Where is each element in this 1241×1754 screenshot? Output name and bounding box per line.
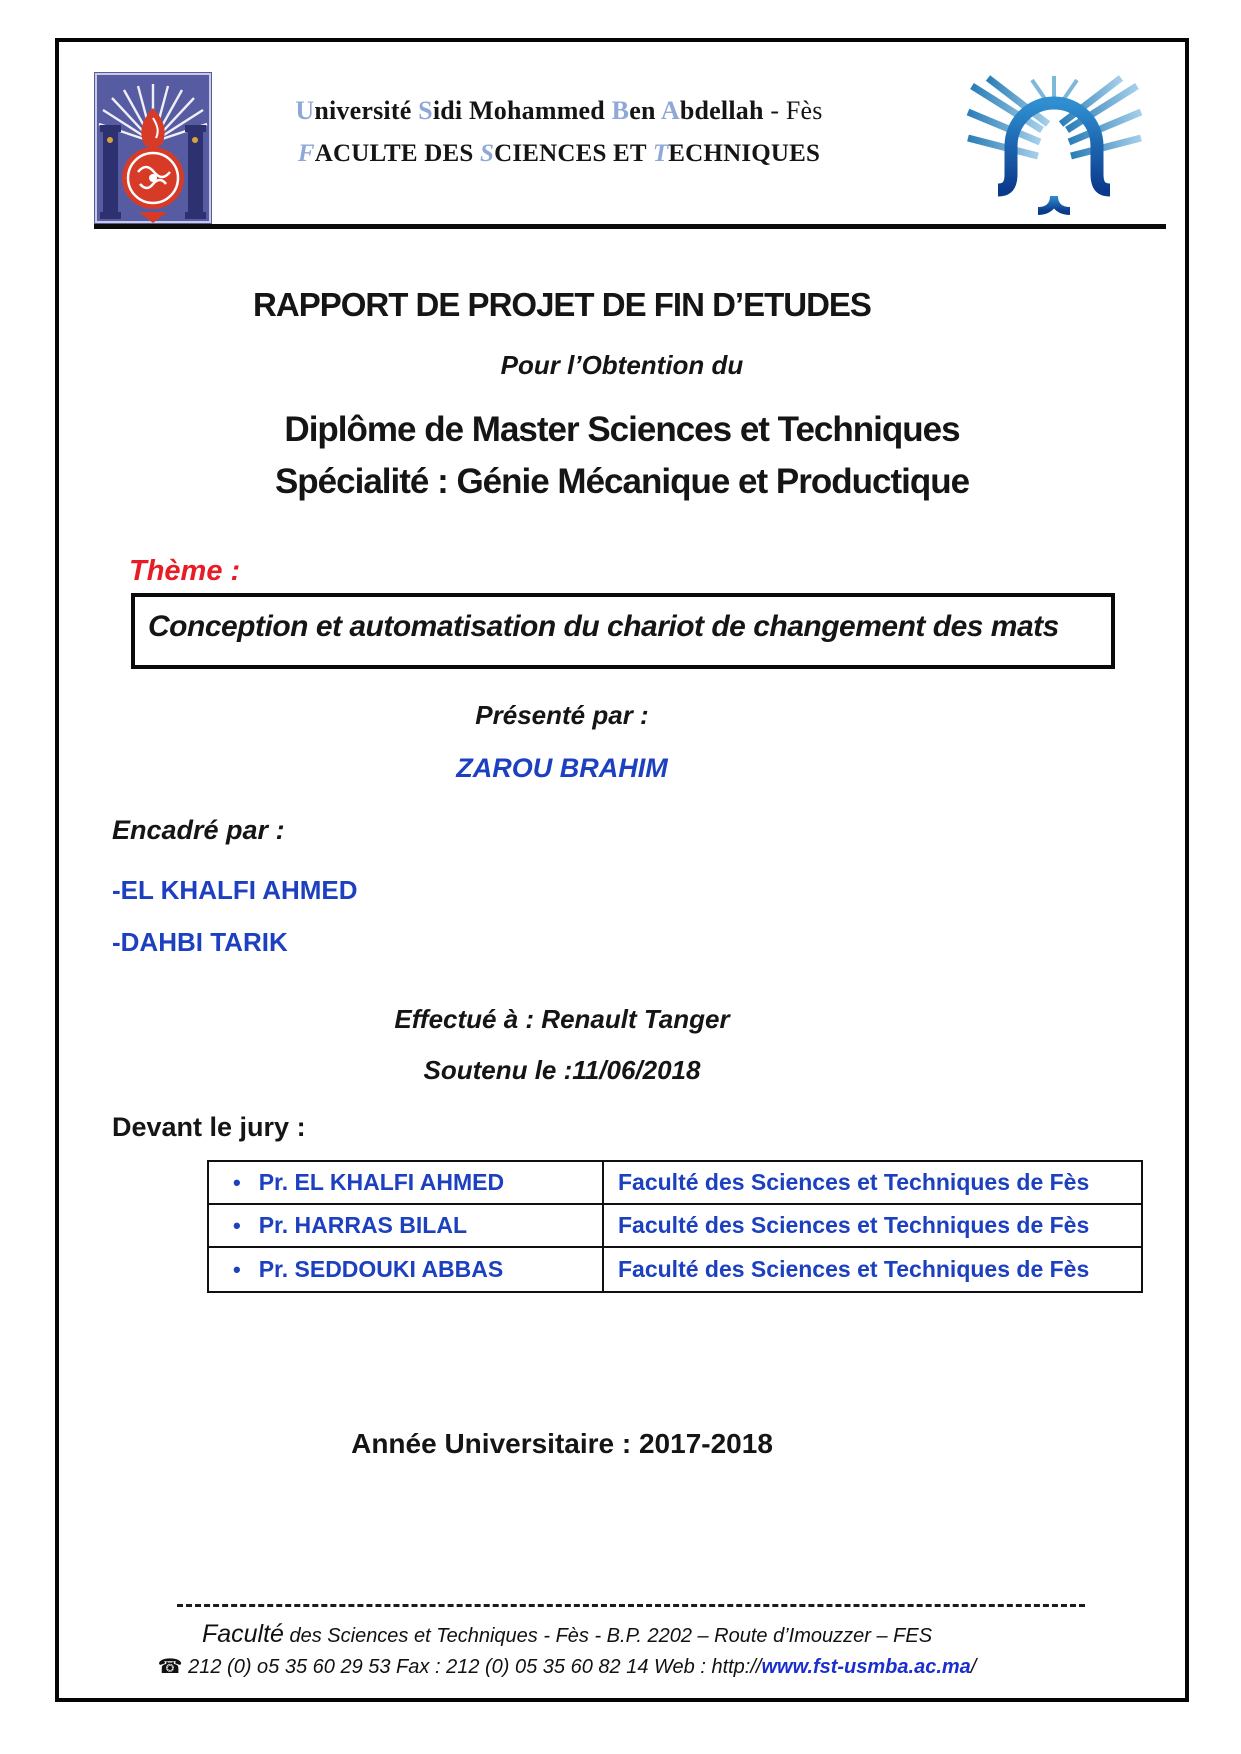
presented-by-label: Présenté par : — [475, 700, 649, 730]
theme-title-box — [131, 593, 1115, 669]
jury-row — [209, 1162, 1141, 1205]
bullet-icon: • — [233, 1169, 241, 1195]
jury-member-name: Pr. EL KHALFI AHMED — [258, 1169, 505, 1195]
jury-table — [207, 1160, 1143, 1293]
header-divider-rule — [94, 224, 1166, 229]
theme-label: Thème : — [129, 555, 241, 587]
supervisor-2: -DAHBI TARIK — [112, 927, 288, 957]
university-name-line: Université Sidi Mohammed Ben Abdellah - Fès — [295, 96, 823, 125]
obtention-subtitle: Pour l’Obtention du — [500, 350, 744, 380]
supervisor-1: -EL KHALFI AHMED — [112, 875, 358, 905]
jury-member-name: Pr. HARRAS BILAL — [258, 1212, 467, 1238]
footer-dashed-divider — [177, 1604, 1085, 1607]
academic-year: Année Universitaire : 2017-2018 — [351, 1428, 773, 1459]
faculty-name-line: FACULTE DES SCIENCES ET TECHNIQUES — [297, 140, 821, 167]
jury-member-name: Pr. SEDDOUKI ABBAS — [258, 1256, 504, 1282]
jury-member-affiliation: Faculté des Sciences et Techniques de Fès — [618, 1169, 1090, 1195]
fst-logo — [962, 72, 1147, 220]
footer-contact-line: ☎ 212 (0) o5 35 60 29 53 Fax : 212 (0) 05 35 60 82 14 Web : http://www.fst-usmba.ac.ma/ — [157, 1656, 977, 1678]
supervised-by-label: Encadré par : — [112, 815, 285, 845]
jury-member-affiliation: Faculté des Sciences et Techniques de Fès — [618, 1256, 1090, 1282]
defense-date-line: Soutenu le :11/06/2018 — [423, 1055, 701, 1085]
phone-icon: ☎ — [157, 1656, 183, 1678]
report-title: RAPPORT DE PROJET DE FIN D’ETUDES — [253, 286, 871, 323]
footer-faculty-name: Faculté — [201, 1620, 284, 1648]
jury-member-affiliation: Faculté des Sciences et Techniques de Fès — [618, 1212, 1090, 1238]
bullet-icon: • — [233, 1256, 241, 1282]
theme-title: Conception et automatisation du chariot de changement des mats — [148, 610, 1059, 643]
location-line: Effectué à : Renault Tanger — [394, 1004, 730, 1034]
bullet-icon: • — [233, 1212, 241, 1238]
jury-label: Devant le jury : — [112, 1112, 306, 1142]
jury-row — [209, 1248, 1141, 1291]
jury-row — [209, 1205, 1141, 1248]
student-name: ZAROU BRAHIM — [456, 753, 668, 783]
footer-address-line: Faculté des Sciences et Techniques - Fès - B.P. 2202 – Route d’Imouzzer – FES — [201, 1620, 933, 1648]
page-border-frame — [55, 38, 1189, 1702]
specialty-title: Spécialité : Génie Mécanique et Productique — [274, 462, 970, 501]
website-link[interactable]: www.fst-usmba.ac.ma — [761, 1656, 971, 1678]
diploma-title: Diplôme de Master Sciences et Techniques — [284, 410, 960, 449]
university-initial: U — [295, 96, 315, 125]
